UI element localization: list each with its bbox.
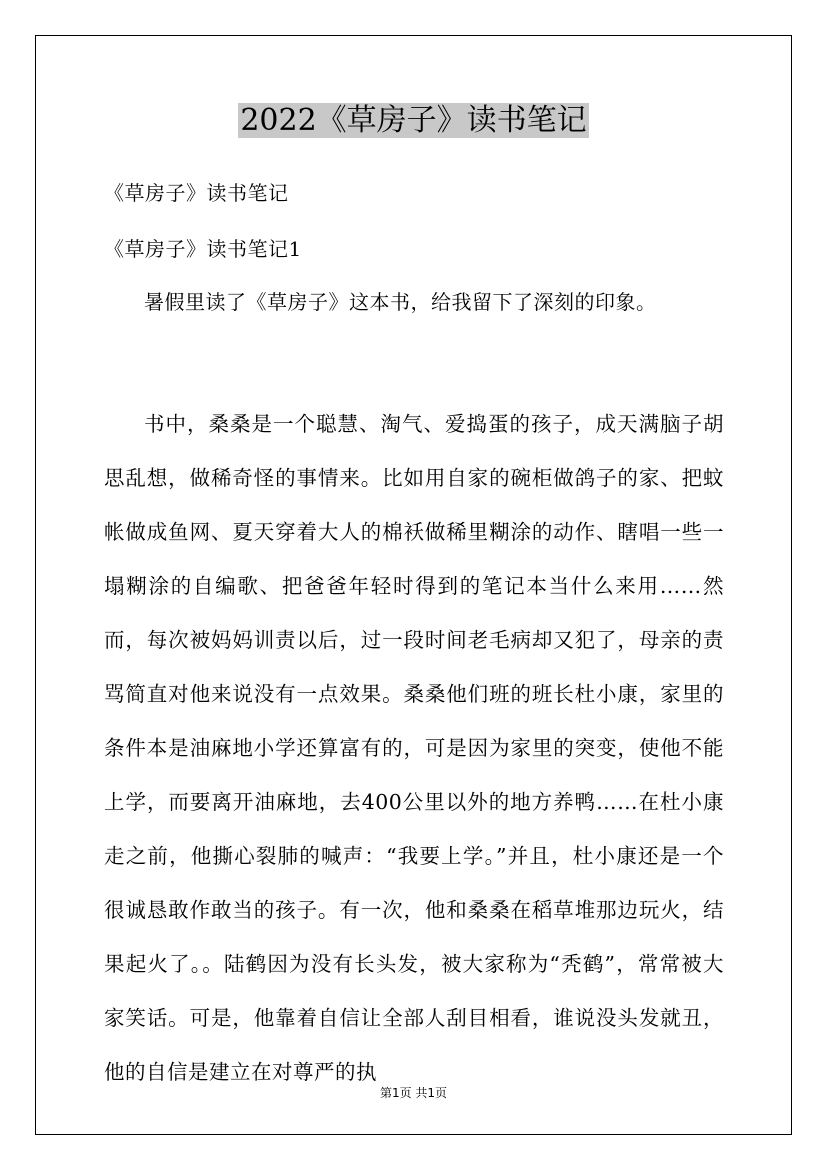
subheading: 《草房子》读书笔记: [104, 181, 289, 205]
document-title: [0, 100, 827, 142]
intro-paragraph: 暑假里读了《草房子》这本书，给我留下了深刻的印象。: [144, 290, 657, 314]
document-title-text: 2022《草房子》读书笔记: [240, 103, 587, 138]
section-heading: 《草房子》读书笔记1: [104, 237, 302, 261]
page-footer: 第1页 共1页: [379, 1086, 448, 1100]
body-paragraph: 书中，桑桑是一个聪慧、淘气、爱捣蛋的孩子，成天满脑子胡思乱想，做稀奇怪的事情来。比如用自家的碗柜做鸽子的家、把蚊帐做成鱼网、夏天穿着大人的棉袄做稀里糊涂的动作、瞎唱一些一塌糊涂的自编歌、把爸爸年轻时得到的笔记本当什么来用……然而，每次被妈妈训责以后，过一段时间老毛病却又犯了，母亲的责骂简直对他来说没有一点效果。桑桑他们班的班长杜小康，家里的条件本是油麻地小学还算富有的，可是因为家里的突变，使他不能上学，而要离开油麻地，去400公里以外的地方养鸭……在杜小康走之前，他撕心裂肺的喊声：“我要上学。”并且，杜小康还是一个很诚恳敢作敢当的孩子。有一次，他和桑桑在稻草堆那边玩火，结果起火了。。陆鹤因为没有长头发，被大家称为“秃鹤”，常常被大家笑话。可是，他靠着自信让全部人刮目相看，谁说没头发就丑，他的自信是建立在对尊严的执: [104, 412, 724, 1084]
